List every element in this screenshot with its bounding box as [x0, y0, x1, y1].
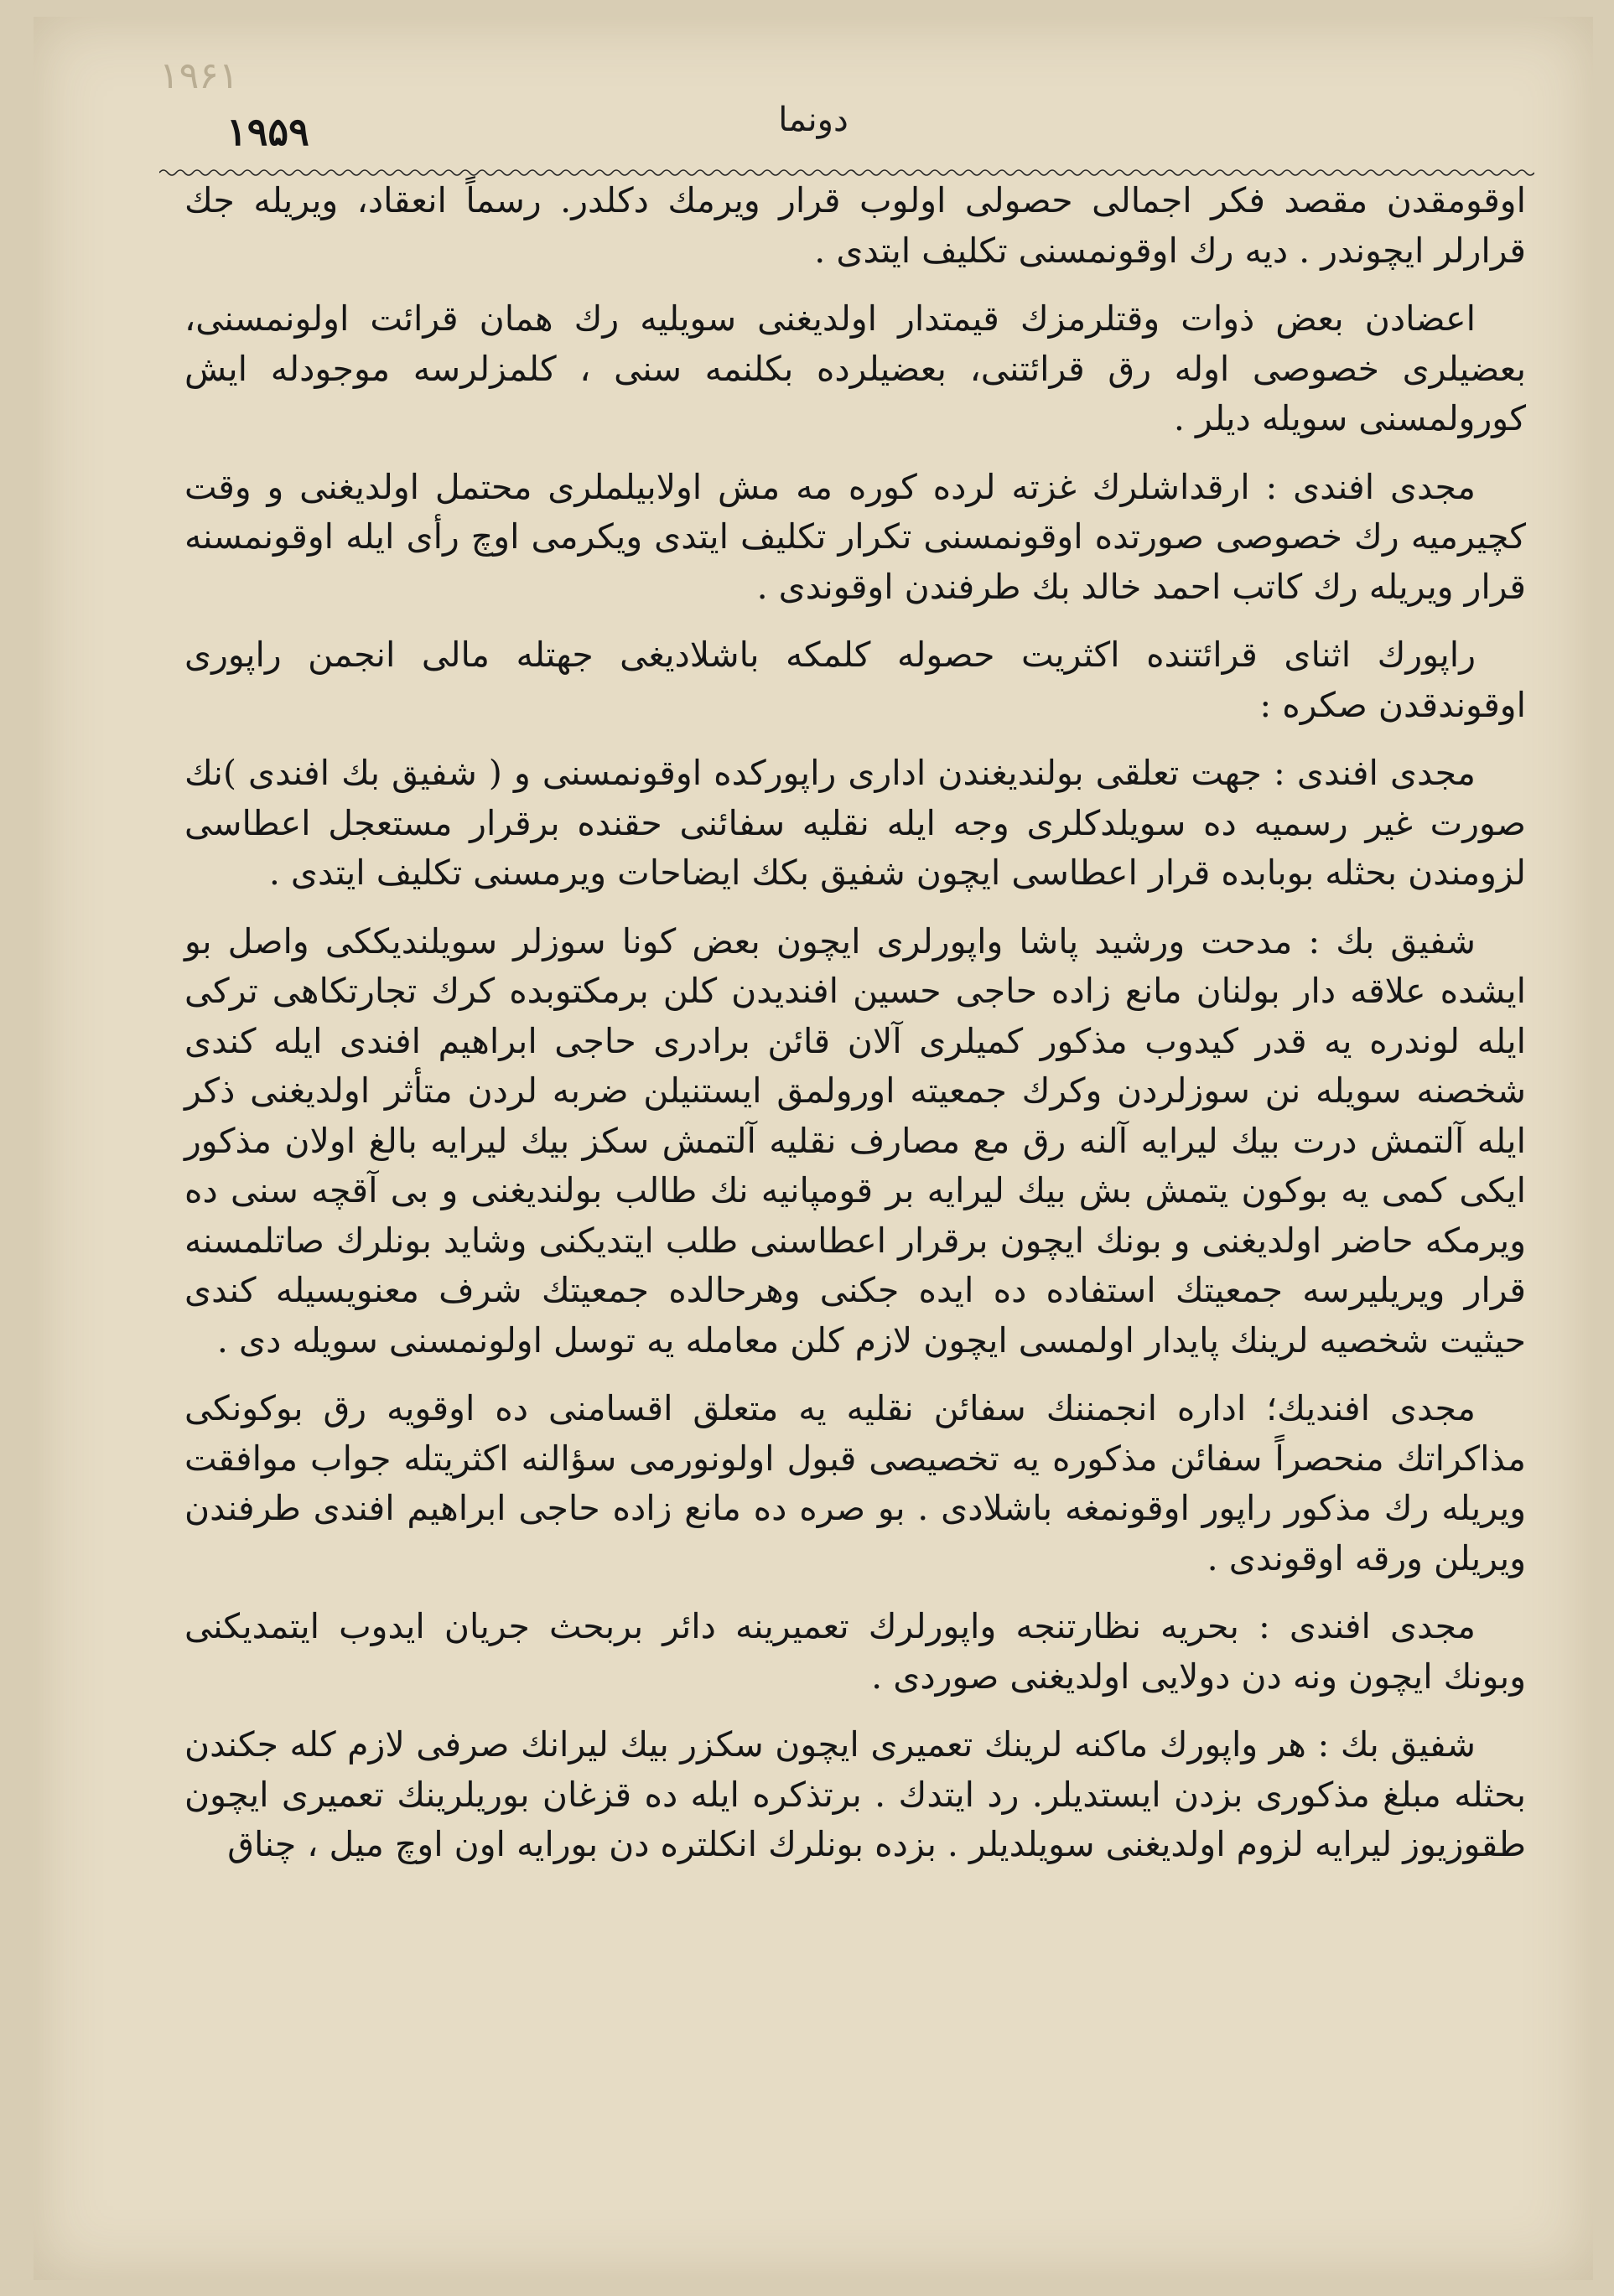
body-text	[184, 176, 1526, 1889]
running-title: دونما	[778, 101, 849, 139]
paragraph: اعضادن بعض ذوات وقتلرمزك قيمتدار اولديغنى سويليه رك همان قرائت اولونمسنى، بعضيلرى خصوصى اوله رق قرائتنى، بعضيلرده بكلنمه سنى ، كلمزلرسه موجودله ايش كورولمسنى سويله ديلر .	[184, 298, 1526, 438]
paragraph: راپورك اثناى قرائتنده اكثريت حصوله كلمكه باشلاديغى جهتله مالى انجمن راپورى اوقوندقدن صكره :	[184, 635, 1526, 725]
paragraph: مجدى افندى : بحريه نظارتنجه واپورلرك تعميرينه دائر بربحث جريان ايدوب ايتمديكنى وبونك ايچون ونه دن دولايى اولديغنى صوردى .	[184, 1606, 1526, 1697]
paragraph: شفيق بك : هر واپورك ماكنه لرينك تعميرى ايچون سكزر بيك ليرانك صرفى لازم كله جكندن بحثله مبلغ مذكورى بزدن ايستديلر. رد ايتدك . برتذكره ايله ده قزغان بوريلرينك تعميرى ايچون طقوزيوز ليرايه لزوم اولديغنى سويلديلر . بزده بونلرك انكلتره دن بورايه اون اوچ ميل ، چناق	[184, 1724, 1526, 1864]
bleed-through-page-number: ۱۹۶۱	[159, 54, 239, 97]
paragraph: مجدى افنديك؛ اداره انجمننك سفائن نقليه يه متعلق اقسامنى ده اوقويه رق بوكونكى مذاكراتك منحصراً سفائن مذكوره يه تخصيصى قبول اولونورمى سؤالنه اكثريتله جواب موافقت ويريله رك مذكور راپور اوقونمغه باشلادى . بو صره ده مانع زاده حاجى ابراهيم افندى طرفندن ويريلن ورقه اوقوندى .	[184, 1388, 1526, 1578]
paragraph: مجدى افندى : جهت تعلقى بولنديغندن ادارى راپوركده اوقونمسنى و ( شفيق بك افندى )نك صورت غير رسميه ده سويلدكلرى وجه ايله نقليه سفائنى حقنده برقرار مستعجل اعطاسى لزومندن بحثله بوبابده قرار اعطاسى ايچون شفيق بكك ايضاحات ويرمسنى تكليف ايتدى .	[184, 753, 1526, 893]
paragraph: اوقومقدن مقصد فكر اجمالى حصولى اولوب قرار ويرمك دكلدر. رسماً انعقاد، ويريله جك قرارلر ايچوندر . ديه رك اوقونمسنى تكليف ايتدى .	[184, 180, 1526, 271]
paragraph: مجدى افندى : ارقداشلرك غزته لرده كوره مه مش اولابيلملرى محتمل اولديغنى و وقت كچيرميه رك خصوصى صورتده اوقونمسنى تكرار تكليف ايتدى ويكرمى اوچ رأى ايله اوقونمسنه قرار ويريله رك كاتب احمد خالد بك طرفندن اوقوندى .	[184, 466, 1526, 607]
page-number: ۱۹۵۹	[226, 109, 309, 154]
paragraph: شفيق بك : مدحت ورشيد پاشا واپورلرى ايچون بعض كونا سوزلر سويلنديككى واصل بو ايشده علاقه دار بولنان مانع زاده حاجى حسين افنديدن كلن برمكتوبده كرك تجارتكاهى تركى ايله لوندره يه قدر كيدوب مذكور كميلرى آلان قائن برادرى حاجى ابراهيم افندى ايله كندى شخصنه سويله نن سوزلردن وكرك جمعيته اورولمق ايستنيلن ضربه لردن متأثر اولديغنى ذكر ايله آلتمش درت بيك ليرايه آلنه رق مع مصارف نقليه آلتمش سكز بيك ليرايه بالغ اولان مذكور ايكى كمى يه بوكون يتمش بش بيك ليرايه بر قومپانيه نك طالب بولنديغنى و بى آقچه سنى ده ويرمكه حاضر اولديغنى و بونك ايچون برقرار اعطاسنى طلب ايتديكنى وشايد بونلرك صاتلمسنه قرار ويريليرسه جمعيتك استفاده ده ايده جكنى وهرحالده جمعيتك شرف معنويسيله كندى حيثيت شخصيه لرينك پايدار اولمسى ايچون لازم كلن معامله يه توسل اولونمسنى سويله دى .	[184, 920, 1526, 1360]
book-page	[34, 17, 1593, 2280]
